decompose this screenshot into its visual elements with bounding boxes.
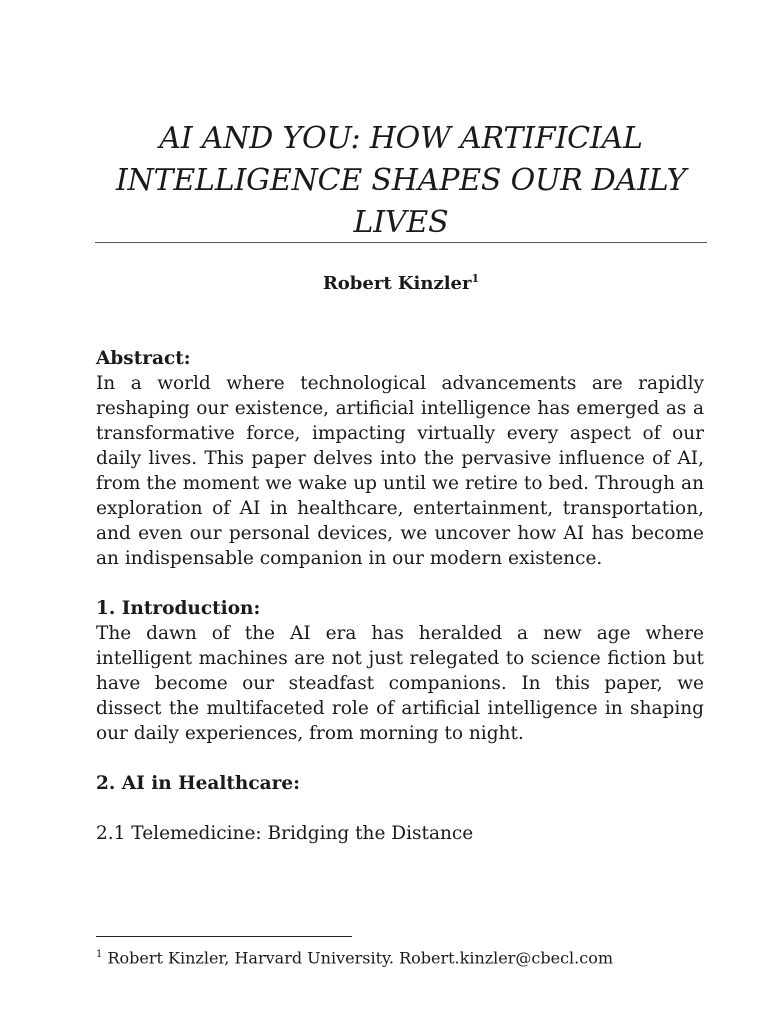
author-footnote-mark: 1: [471, 272, 480, 285]
footnote: [96, 944, 716, 969]
footnote-mark: 1: [96, 949, 103, 960]
footnote-text: Robert Kinzler, Harvard University. Robert.kinzler@cbecl.com: [107, 948, 614, 968]
section2-subheading: 2.1 Telemedicine: Bridging the Distance: [96, 823, 474, 844]
introduction-text: The dawn of the AI era has heralded a new age where intelligent machines are not just relegated to science fiction but have become our steadfast companions. In this paper, we dissect the multifaceted role of artificial intelligence in shaping our daily experiences, from morning to night.: [96, 623, 704, 744]
abstract-text: In a world where technological advancements are rapidly reshaping our existence, artificial intelligence has emerged as a transformative force, impacting virtually every aspect of our daily lives. This paper delves into the pervasive influence of AI, from the moment we wake up until we retire to bed. Through an exploration of AI in healthcare, entertainment, transportation, and even our personal devices, we uncover how AI has become an indispensable companion in our modern existence.: [96, 373, 704, 569]
introduction-heading: 1. Introduction:: [96, 598, 261, 619]
paper-title: AI AND YOU: HOW ARTIFICIAL INTELLIGENCE SHAPES OUR DAILY LIVES: [115, 121, 687, 240]
abstract-heading: Abstract:: [96, 348, 191, 369]
footnote-divider: [96, 936, 352, 937]
section2-heading: 2. AI in Healthcare:: [96, 773, 300, 794]
author-line: [95, 272, 707, 294]
author-name: Robert Kinzler: [322, 273, 472, 294]
paper-body: [96, 346, 704, 846]
title-divider: [95, 242, 707, 243]
